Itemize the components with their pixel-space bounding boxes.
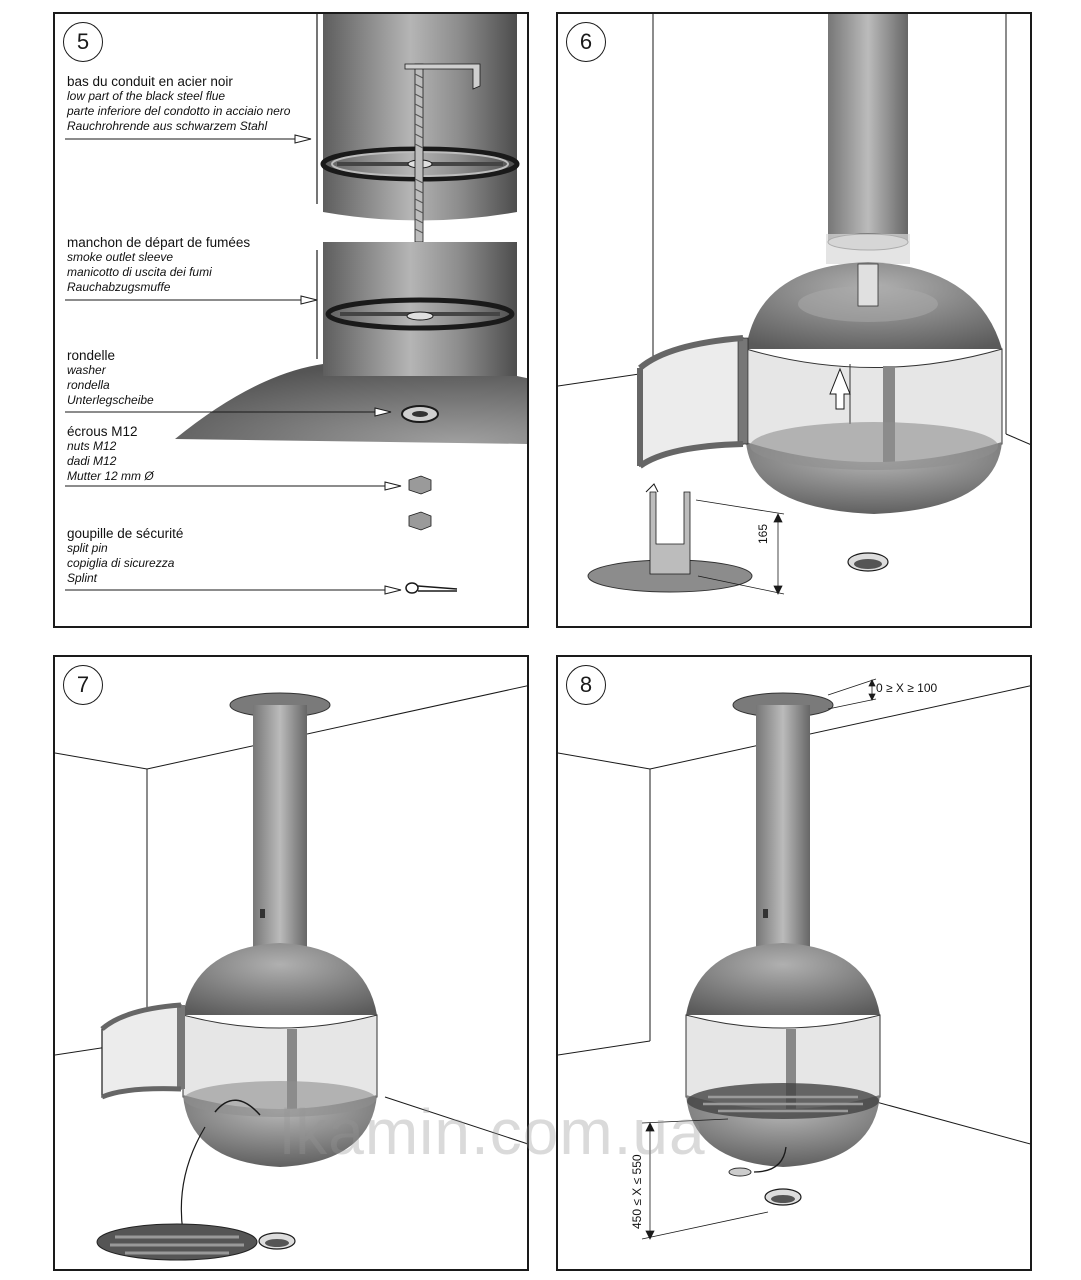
label-de: Rauchabzugsmuffe bbox=[67, 280, 171, 294]
step-7-panel bbox=[53, 655, 529, 1271]
dimension-label: 165 bbox=[756, 523, 770, 544]
label-en: smoke outlet sleeve bbox=[67, 250, 174, 264]
label-de: Splint bbox=[67, 571, 98, 585]
label-en: low part of the black steel flue bbox=[67, 89, 226, 103]
label-fr: goupille de sécurité bbox=[67, 526, 184, 541]
step-6-panel bbox=[556, 12, 1032, 628]
label-fr: manchon de départ de fumées bbox=[67, 235, 251, 250]
label-smoke-outlet-sleeve bbox=[67, 235, 250, 295]
step-number: 5 bbox=[63, 22, 103, 62]
label-fr: rondelle bbox=[67, 348, 116, 363]
label-split-pin bbox=[67, 526, 183, 586]
label-black-steel-flue bbox=[67, 74, 290, 134]
label-en: split pin bbox=[67, 541, 108, 555]
label-de: Mutter 12 mm Ø bbox=[67, 469, 154, 483]
label-washer bbox=[67, 348, 154, 408]
fireplace-grate-illustration bbox=[55, 657, 529, 1271]
fireplace-door-removal-illustration bbox=[558, 14, 1032, 628]
step-5-panel bbox=[53, 12, 529, 628]
label-en: nuts M12 bbox=[67, 439, 117, 453]
label-it: manicotto di uscita dei fumi bbox=[67, 265, 212, 279]
label-fr: écrous M12 bbox=[67, 424, 138, 439]
dimension-height-label: 450 ≤ X ≤ 550 bbox=[630, 1154, 644, 1229]
label-nuts bbox=[67, 424, 154, 484]
label-it: copiglia di sicurezza bbox=[67, 556, 175, 570]
label-it: dadi M12 bbox=[67, 454, 117, 468]
label-de: Rauchrohrende aus schwarzem Stahl bbox=[67, 119, 268, 133]
step-8-panel bbox=[556, 655, 1032, 1271]
label-it: rondella bbox=[67, 378, 110, 392]
dimension-top-label: 0 ≥ X ≥ 100 bbox=[876, 681, 938, 695]
label-it: parte inferiore del condotto in acciaio nero bbox=[67, 104, 291, 118]
step-number: 8 bbox=[566, 665, 606, 705]
step-number: 6 bbox=[566, 22, 606, 62]
step-number: 7 bbox=[63, 665, 103, 705]
label-fr: bas du conduit en acier noir bbox=[67, 74, 233, 89]
label-de: Unterlegscheibe bbox=[67, 393, 154, 407]
watermark: lkamin.com.ua bbox=[280, 1096, 706, 1168]
label-en: washer bbox=[67, 363, 106, 377]
